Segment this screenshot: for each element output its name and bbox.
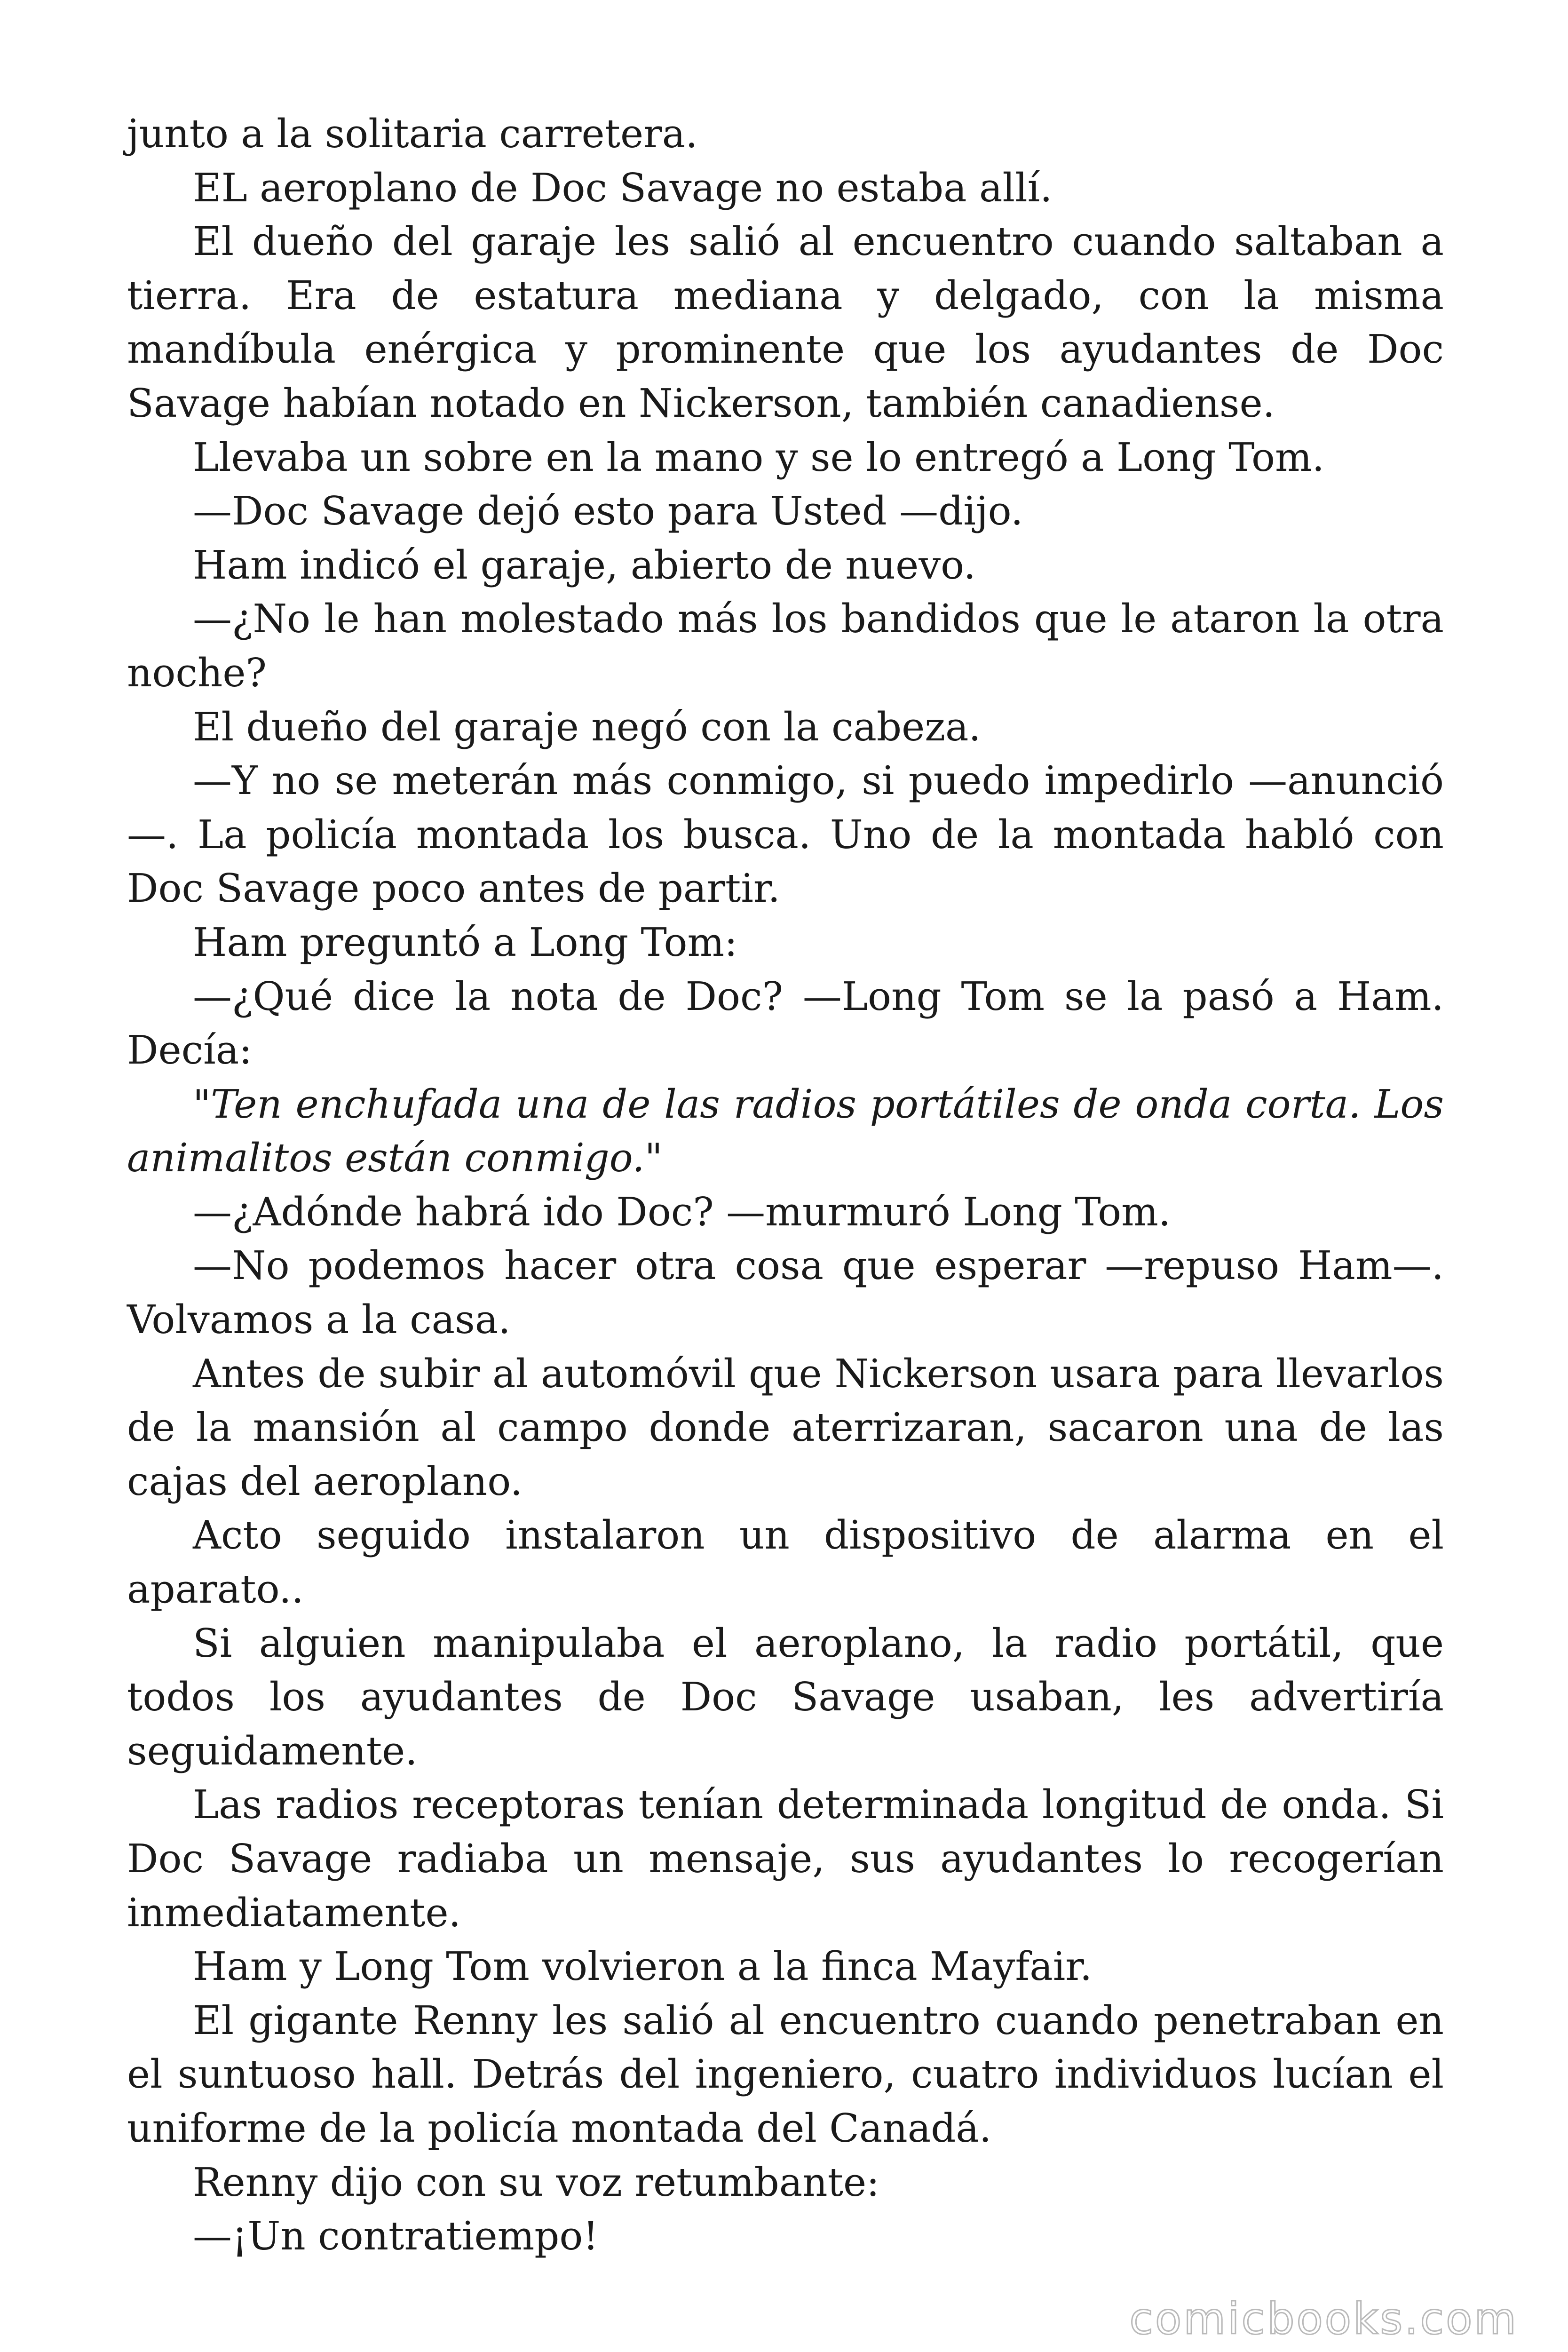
paragraph-14: —No podemos hacer otra cosa que esperar —repuso Ham—. Volvamos a la casa. [127,1243,1444,1343]
paragraph-11: —¿Qué dice la nota de Doc? —Long Tom se la pasó a Ham. Decía: [127,973,1444,1073]
paragraph-8: El dueño del garaje negó con la cabeza. [193,704,981,750]
paragraph-12-italic-note: "Ten enchufada una de las radios portátiles de onda corta. Los animalitos están conmigo." [127,1081,1444,1181]
paragraph-6: Ham indicó el garaje, abierto de nuevo. [193,542,976,588]
paragraph-19: Ham y Long Tom volvieron a la finca Mayfair. [193,1944,1093,1990]
paragraph-18: Las radios receptoras tenían determinada longitud de onda. Si Doc Savage radiaba un mensaje, sus ayudantes lo recogerían inmediatamente. [127,1782,1444,1936]
paragraph-20: El gigante Renny les salió al encuentro cuando penetraban en el suntuoso hall. Detrás del ingeniero, cuatro individuos lucían el uniforme de la policía montada del Canadá. [127,1997,1444,2151]
paragraph-2: EL aeroplano de Doc Savage no estaba allí. [193,165,1053,211]
paragraph-21: Renny dijo con su voz retumbante: [193,2159,880,2205]
paragraph-7: —¿No le han molestado más los bandidos que le ataron la otra noche? [127,596,1444,696]
paragraph-3: El dueño del garaje les salió al encuentro cuando saltaban a tierra. Era de estatura mediana y delgado, con la misma mandíbula enérgica y prominente que los ayudantes de Doc Savage habían notado en Nickerson, también canadiense. [127,219,1444,426]
paragraph-15: Antes de subir al automóvil que Nickerson usara para llevarlos de la mansión al campo donde aterrizaran, sacaron una de las cajas del aeroplano. [127,1351,1444,1504]
paragraph-4: Llevaba un sobre en la mano y se lo entregó a Long Tom. [193,434,1325,480]
paragraph-13: —¿Adónde habrá ido Doc? —murmuró Long Tom. [193,1189,1171,1235]
paragraph-10: Ham preguntó a Long Tom: [193,919,738,965]
paragraph-1: junto a la solitaria carretera. [127,111,698,157]
paragraph-16: Acto seguido instalaron un dispositivo de alarma en el aparato.. [127,1512,1444,1613]
page-body [127,107,1444,2264]
paragraph-5: —Doc Savage dejó esto para Usted —dijo. [193,488,1023,534]
paragraph-9: —Y no se meterán más conmigo, si puedo impedirlo —anunció —. La policía montada los busca. Uno de la montada habló con Doc Savage poco antes de partir. [127,758,1444,912]
watermark-text: comicbooks.com [1129,2294,1518,2344]
paragraph-22: —¡Un contratiempo! [193,2213,599,2259]
paragraph-17: Si alguien manipulaba el aeroplano, la radio portátil, que todos los ayudantes de Doc Savage usaban, les advertiría seguidamente. [127,1620,1444,1774]
